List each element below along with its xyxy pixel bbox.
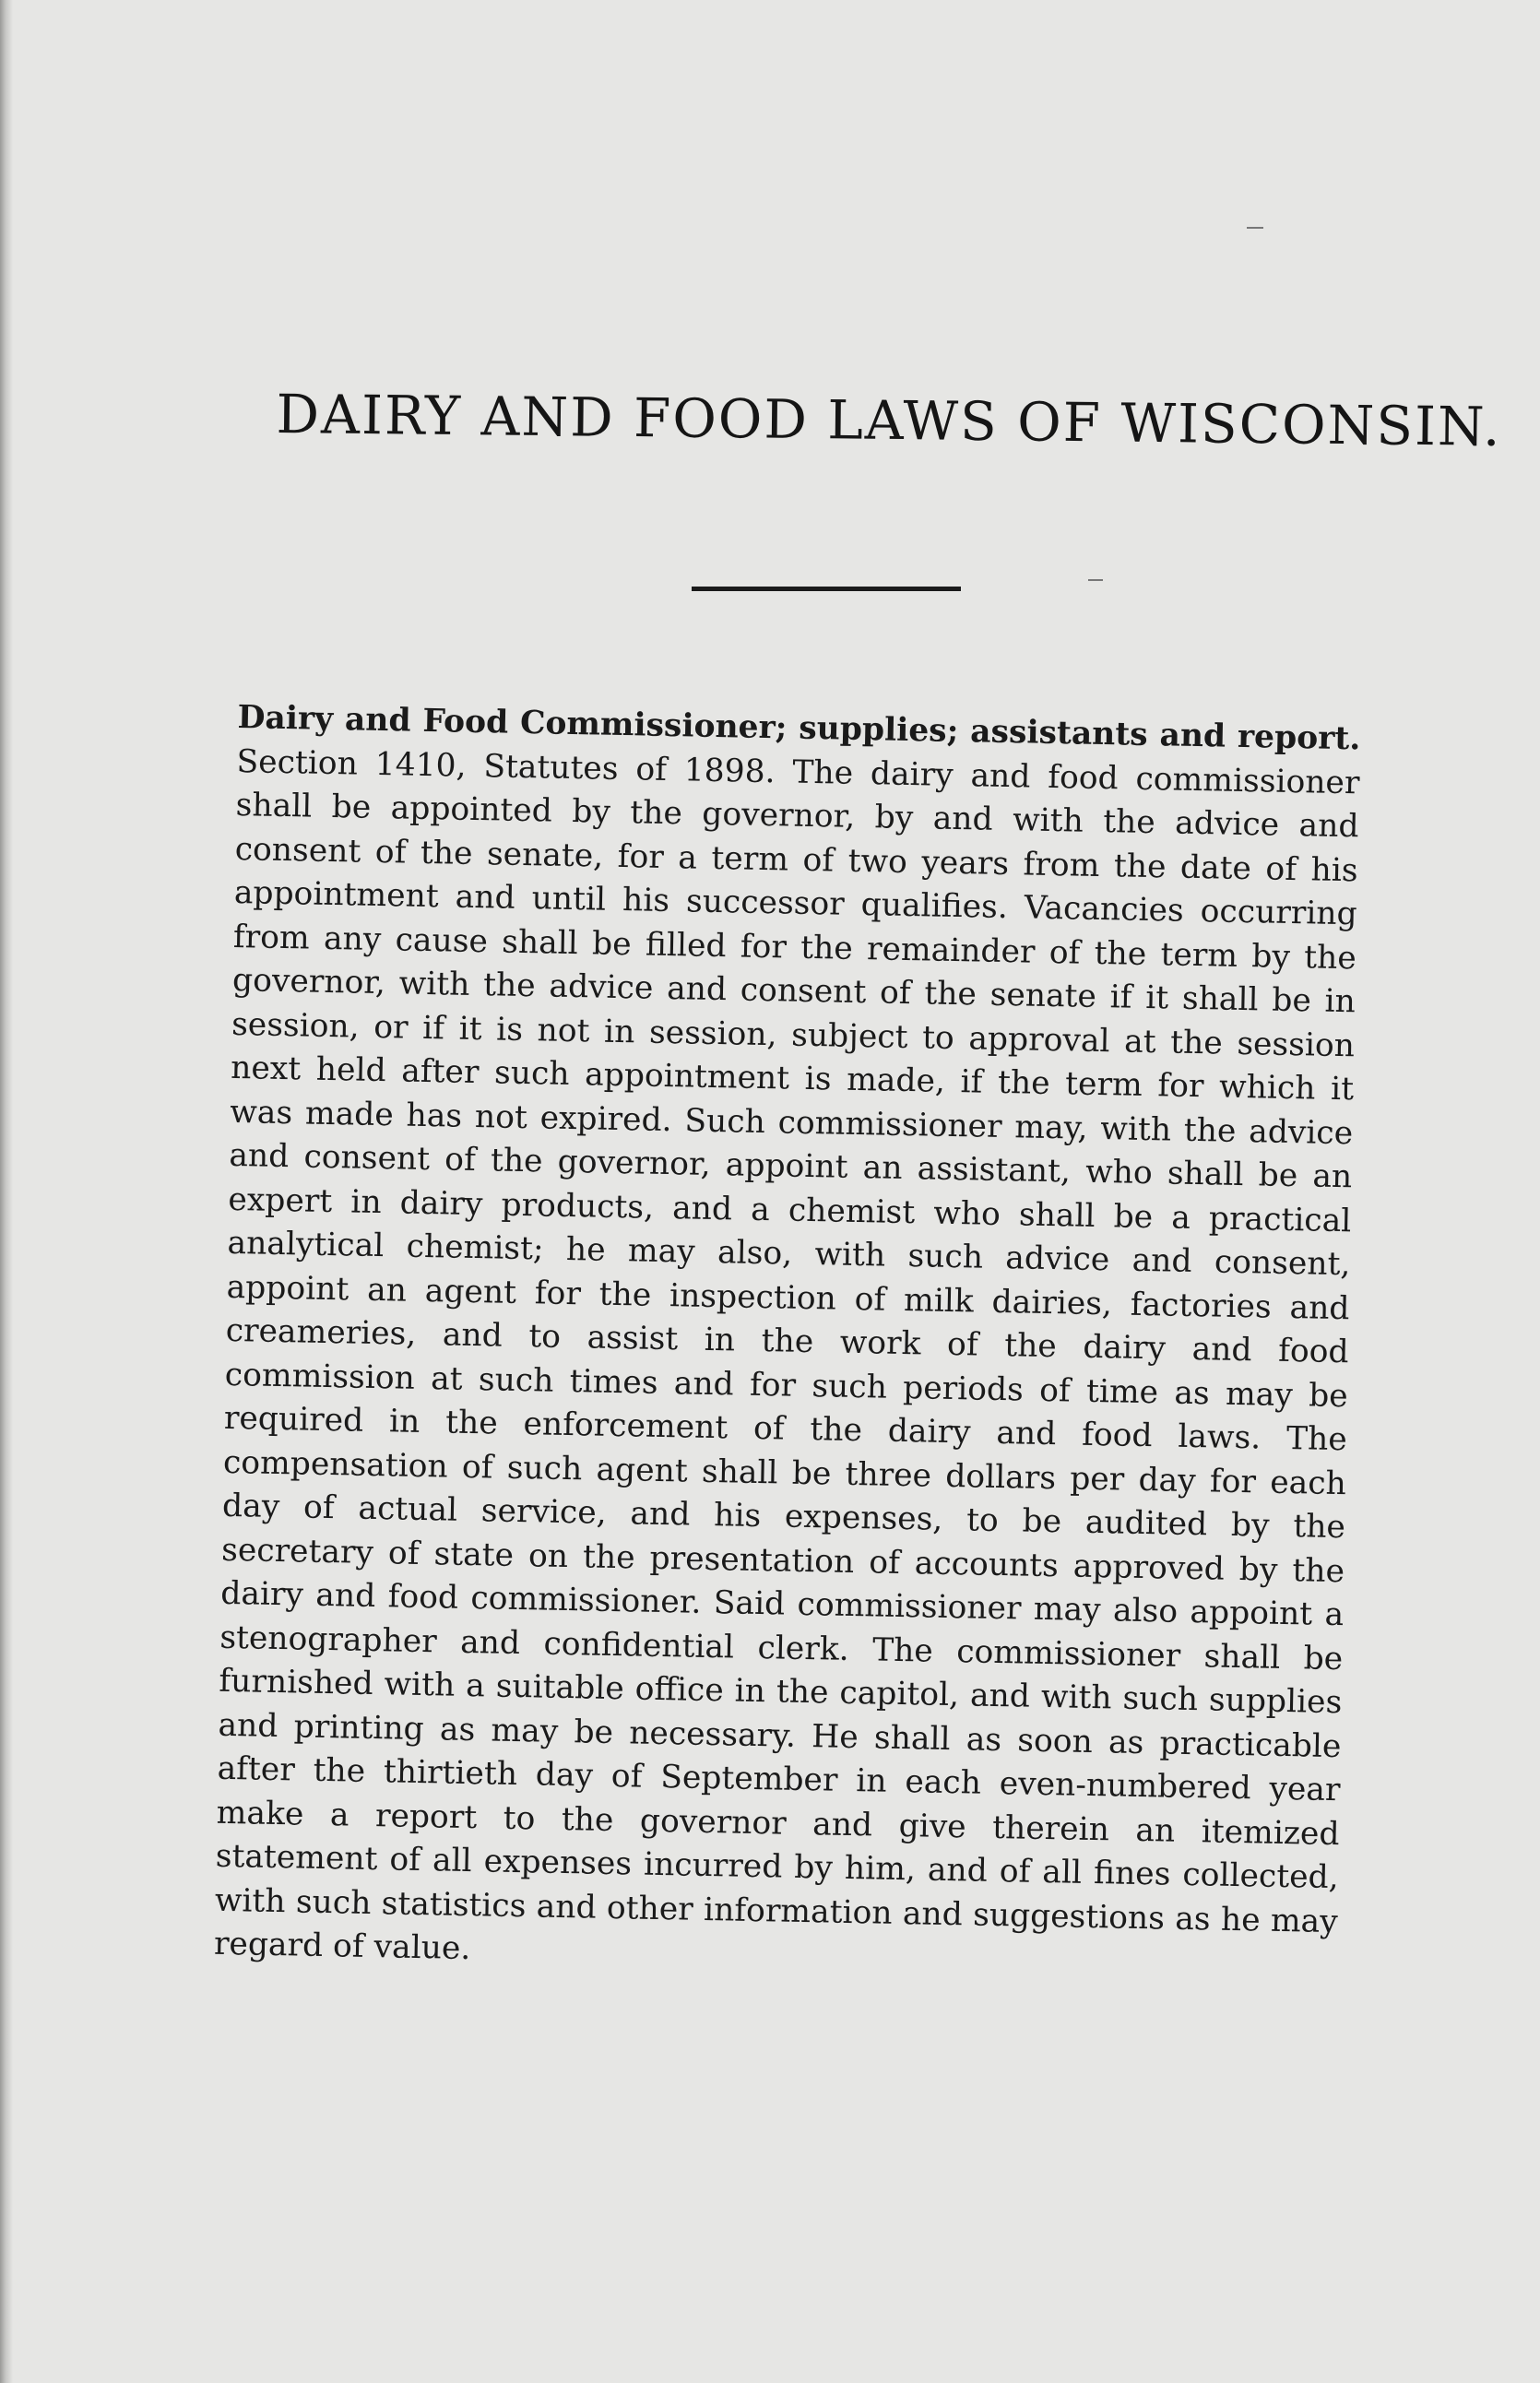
page-title: DAIRY AND FOOD LAWS OF WISCONSIN. [276,383,1502,458]
section-1410-paragraph [214,696,1361,1988]
section-body: Section 1410, Statutes of 1898. The dairy and food commissioner shall be appointed by the governor, by and with the advice and consent of the senate, for a term of two years from the date of his appointment and until his successor qualifies. Vacancies occurring from any cause shall be filled for the remainder of the term by the governor, with the advice and consent of the senate if it shall be in session, or if it is not in session, subject to approval at the session next held after such appointment is made, if the term for which it was made has not expired. Such commissioner may, with the advice and consent of the governor, appoint an assistant, who shall be an expert in dairy products, and a chemist who shall be a practical analytical chemist; he may also, with such advice and consent, appoint an agent for the inspection of milk dairies, factories and creameries, and to assist in the work of the dairy and food commission at such times and for such periods of time as may be required in the enforcement of the dairy and food laws. The compensation of such agent shall be three dollars per day for each day of actual service, and his expenses, to be audited by the secretary of state on the presentation of accounts approved by the dairy and food commissioner. Said commissioner may also appoint a stenographer and confidential clerk. The commissioner shall be furnished with a suitable office in the capitol, and with such supplies and printing as may be necessary. He shall as soon as practicable after the thirtieth day of September in each even-numbered year make a report to the governor and give therein an itemized statement of all expenses incurred by him, and of all fines collected, with such statistics and other information and suggestions as he may regard of value. [213,742,1360,1968]
print-speck [1247,227,1263,229]
title-divider [692,587,961,591]
page-binding-edge [0,0,13,2383]
print-speck [1088,579,1103,581]
section-heading: Dairy and Food Commissioner; supplies; assistants and report. [237,698,1361,758]
